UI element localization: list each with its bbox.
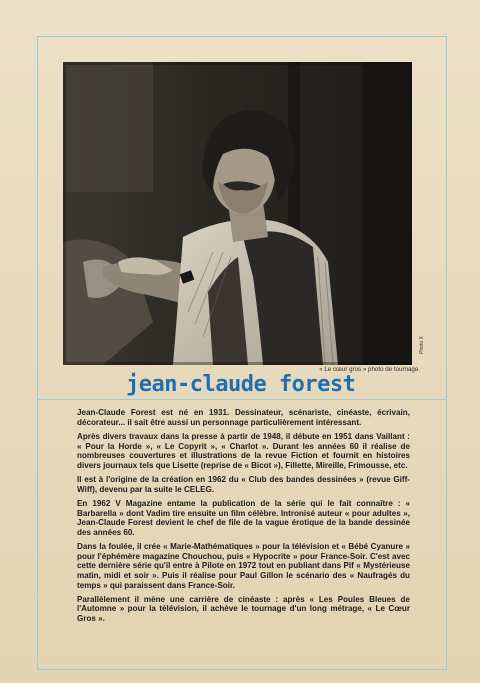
portrait-photo [63, 62, 412, 365]
article-body [77, 408, 410, 628]
paragraph-3: Il est à l'origine de la création en 1962 du « Club des bandes dessinées » (revue Giff-Wiff), devenu par la suite le CELEG. [77, 475, 410, 494]
article-title: jean-claude forest [126, 372, 356, 397]
photo-caption: « Le cœur gros » photo de tournage. [319, 366, 420, 373]
paragraph-6: Parallèlement il mène une carrière de cinéaste : après « Les Poules Bleues de l'Automne » pour la télévision, il achève le tournage d'un long métrage, « Le Cœur Gros ». [77, 594, 410, 624]
paragraph-2: Après divers travaux dans la presse à partir de 1948, il débute en 1951 dans Vaillant : « Pour la Horde », « Le Copyrit », « Charlot ». Durant les années 60 il réalise de nombreuses couvertures et illustrations de la revue Fiction et fournit en histoires divers journaux tels que Lisette (reprise de « Bicot »), Fillette, Mireille, Frimousse, etc. [77, 432, 410, 471]
title-divider [38, 399, 446, 400]
photo-credit [415, 332, 445, 362]
paragraph-1: Jean-Claude Forest est né en 1931. Dessinateur, scénariste, cinéaste, écrivain, décorateur... il sait être aussi un personnage particulièrement intéressant. [77, 408, 410, 427]
paragraph-4: En 1962 V Magazine entame la publication de la série qui le fait connaître : « Barbarella » dont Vadim tire ensuite un film célèbre. Intronisé auteur « pour adultes », Jean-Claude Forest devient le chef de file de la vague érotique de la bande dessinée des années 60. [77, 498, 410, 537]
photo-illustration [63, 62, 412, 365]
paragraph-5: Dans la foulée, il crée « Marie-Mathématiques » pour la télévision et « Bébé Cyanure » pour l'éphémère magazine Chouchou, puis « Hypocrite » pour France-Soir. C'est avec cette dernière série qu'il entre à Pilote en 1972 tout en publiant dans Pif « Mystérieuse matin, midi et soir ». Puis il réalise pour Paul Gillon le scénario des « Naufragés du temps » qui paraissent dans France-Soir. [77, 541, 410, 590]
photo-credit-text: Photo X [418, 336, 425, 354]
